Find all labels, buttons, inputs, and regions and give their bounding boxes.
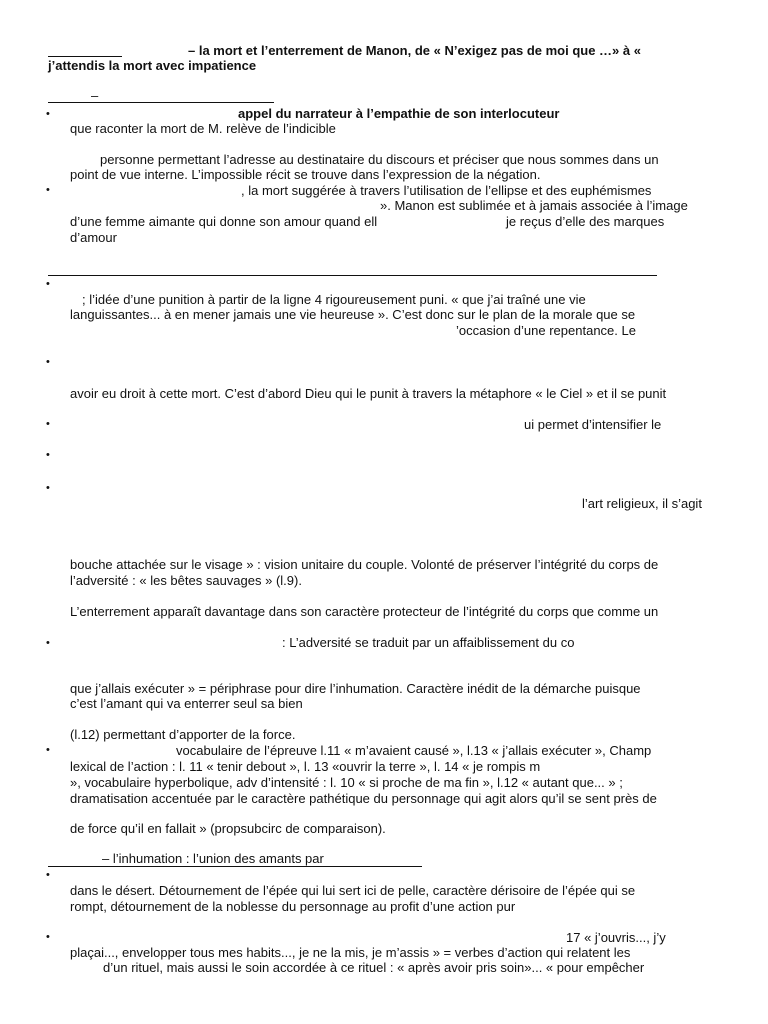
paragraph-line: d’amour bbox=[70, 230, 117, 245]
paragraph-line: ’occasion d’une repentance. Le bbox=[456, 323, 636, 338]
bullet: • bbox=[46, 482, 50, 494]
paragraph-line: c’est l’amant qui va enterrer seul sa bien bbox=[70, 696, 303, 711]
section3-heading: – l’inhumation : l’union des amants par bbox=[102, 851, 324, 866]
paragraph-line: personne permettant l’adresse au destinataire du discours et préciser que nous sommes dans un bbox=[100, 152, 659, 167]
paragraph-line: bouche attachée sur le visage » : vision unitaire du couple. Volonté de préserver l’intégrité du corps de bbox=[70, 557, 659, 572]
section2-blank-underline bbox=[48, 275, 657, 276]
paragraph-line: dramatisation accentuée par le caractère pathétique du personnage qui agit alors qu’il se sent près de bbox=[70, 791, 657, 806]
section1-dash: – bbox=[91, 88, 99, 103]
section3-underline bbox=[48, 866, 422, 867]
bullet: • bbox=[46, 184, 50, 196]
paragraph-line: l’art religieux, il s’agit bbox=[582, 496, 702, 511]
paragraph-line: je reçus d’elle des marques bbox=[506, 214, 665, 229]
paragraph-line: lexical de l’action : l. 11 « tenir debout », l. 13 «ouvrir la terre », l. 14 « je rompis m bbox=[70, 759, 541, 774]
bullet: • bbox=[46, 931, 50, 943]
paragraph-line: ; l’idée d’une punition à partir de la ligne 4 rigoureusement puni. « que j’ai traîné une vie bbox=[82, 292, 586, 307]
bullet: • bbox=[46, 869, 50, 881]
section1-blank-underline bbox=[48, 102, 274, 103]
bullet: • bbox=[46, 356, 50, 368]
paragraph-line: que j’allais exécuter » = périphrase pour dire l’inhumation. Caractère inédit de la démarche puisque bbox=[70, 681, 641, 696]
paragraph-line: (l.12) permettant d’apporter de la force. bbox=[70, 727, 296, 742]
section1-heading: appel du narrateur à l’empathie de son interlocuteur bbox=[238, 106, 560, 121]
paragraph-line: : L’adversité se traduit par un affaiblissement du co bbox=[282, 635, 575, 650]
paragraph-line: L’enterrement apparaît davantage dans son caractère protecteur de l’intégrité du corps que comme un bbox=[70, 604, 659, 619]
paragraph-line: vocabulaire de l’épreuve l.11 « m’avaient causé », l.13 « j’allais exécuter », Champ bbox=[176, 743, 652, 758]
bullet: • bbox=[46, 278, 50, 290]
paragraph-line: ». Manon est sublimée et à jamais associée à l’image bbox=[380, 198, 688, 213]
paragraph-line: d’un rituel, mais aussi le soin accordée à ce rituel : « après avoir pris soin»... « pour empêcher bbox=[103, 960, 645, 975]
bullet: • bbox=[46, 744, 50, 756]
bullet: • bbox=[46, 418, 50, 430]
paragraph-line: point de vue interne. L’impossible récit se trouve dans l’expression de la négation. bbox=[70, 167, 541, 182]
paragraph-line: plaçai..., envelopper tous mes habits..., je ne la mis, je m’assis » = verbes d’action qui relatent les bbox=[70, 945, 631, 960]
bullet: • bbox=[46, 637, 50, 649]
paragraph-line: , la mort suggérée à travers l’utilisation de l’ellipse et des euphémismes bbox=[241, 183, 652, 198]
paragraph-line: languissantes... à en mener jamais une vie heureuse ». C’est donc sur le plan de la morale que se bbox=[70, 307, 636, 322]
paragraph-line: dans le désert. Détournement de l’épée qui lui sert ici de pelle, caractère dérisoire de l’épée qui se bbox=[70, 883, 636, 898]
title-line-1: – la mort et l’enterrement de Manon, de « N’exigez pas de moi que …» à « bbox=[188, 43, 641, 58]
title-line-2: j’attendis la mort avec impatience bbox=[48, 58, 257, 73]
title-blank-underline bbox=[48, 56, 122, 57]
bullet: • bbox=[46, 108, 50, 120]
paragraph-line: l’adversité : « les bêtes sauvages » (l.9). bbox=[70, 573, 302, 588]
paragraph-line: de force qu’il en fallait » (propsubcirc de comparaison). bbox=[70, 821, 386, 836]
bullet: • bbox=[46, 449, 50, 461]
paragraph-line: 17 « j’ouvris..., j’y bbox=[566, 930, 666, 945]
paragraph-line: que raconter la mort de M. relève de l’indicible bbox=[70, 121, 336, 136]
paragraph-line: avoir eu droit à cette mort. C’est d’abord Dieu qui le punit à travers la métaphore « le Ciel » et il se punit bbox=[70, 386, 667, 401]
paragraph-line: », vocabulaire hyperbolique, adv d’intensité : l. 10 « si proche de ma fin », l.12 « autant que... » ; bbox=[70, 775, 623, 790]
paragraph-line: rompt, détournement de la noblesse du personnage au profit d’une action pur bbox=[70, 899, 516, 914]
paragraph-line: ui permet d’intensifier le bbox=[524, 417, 662, 432]
paragraph-line: d’une femme aimante qui donne son amour quand ell bbox=[70, 214, 378, 229]
